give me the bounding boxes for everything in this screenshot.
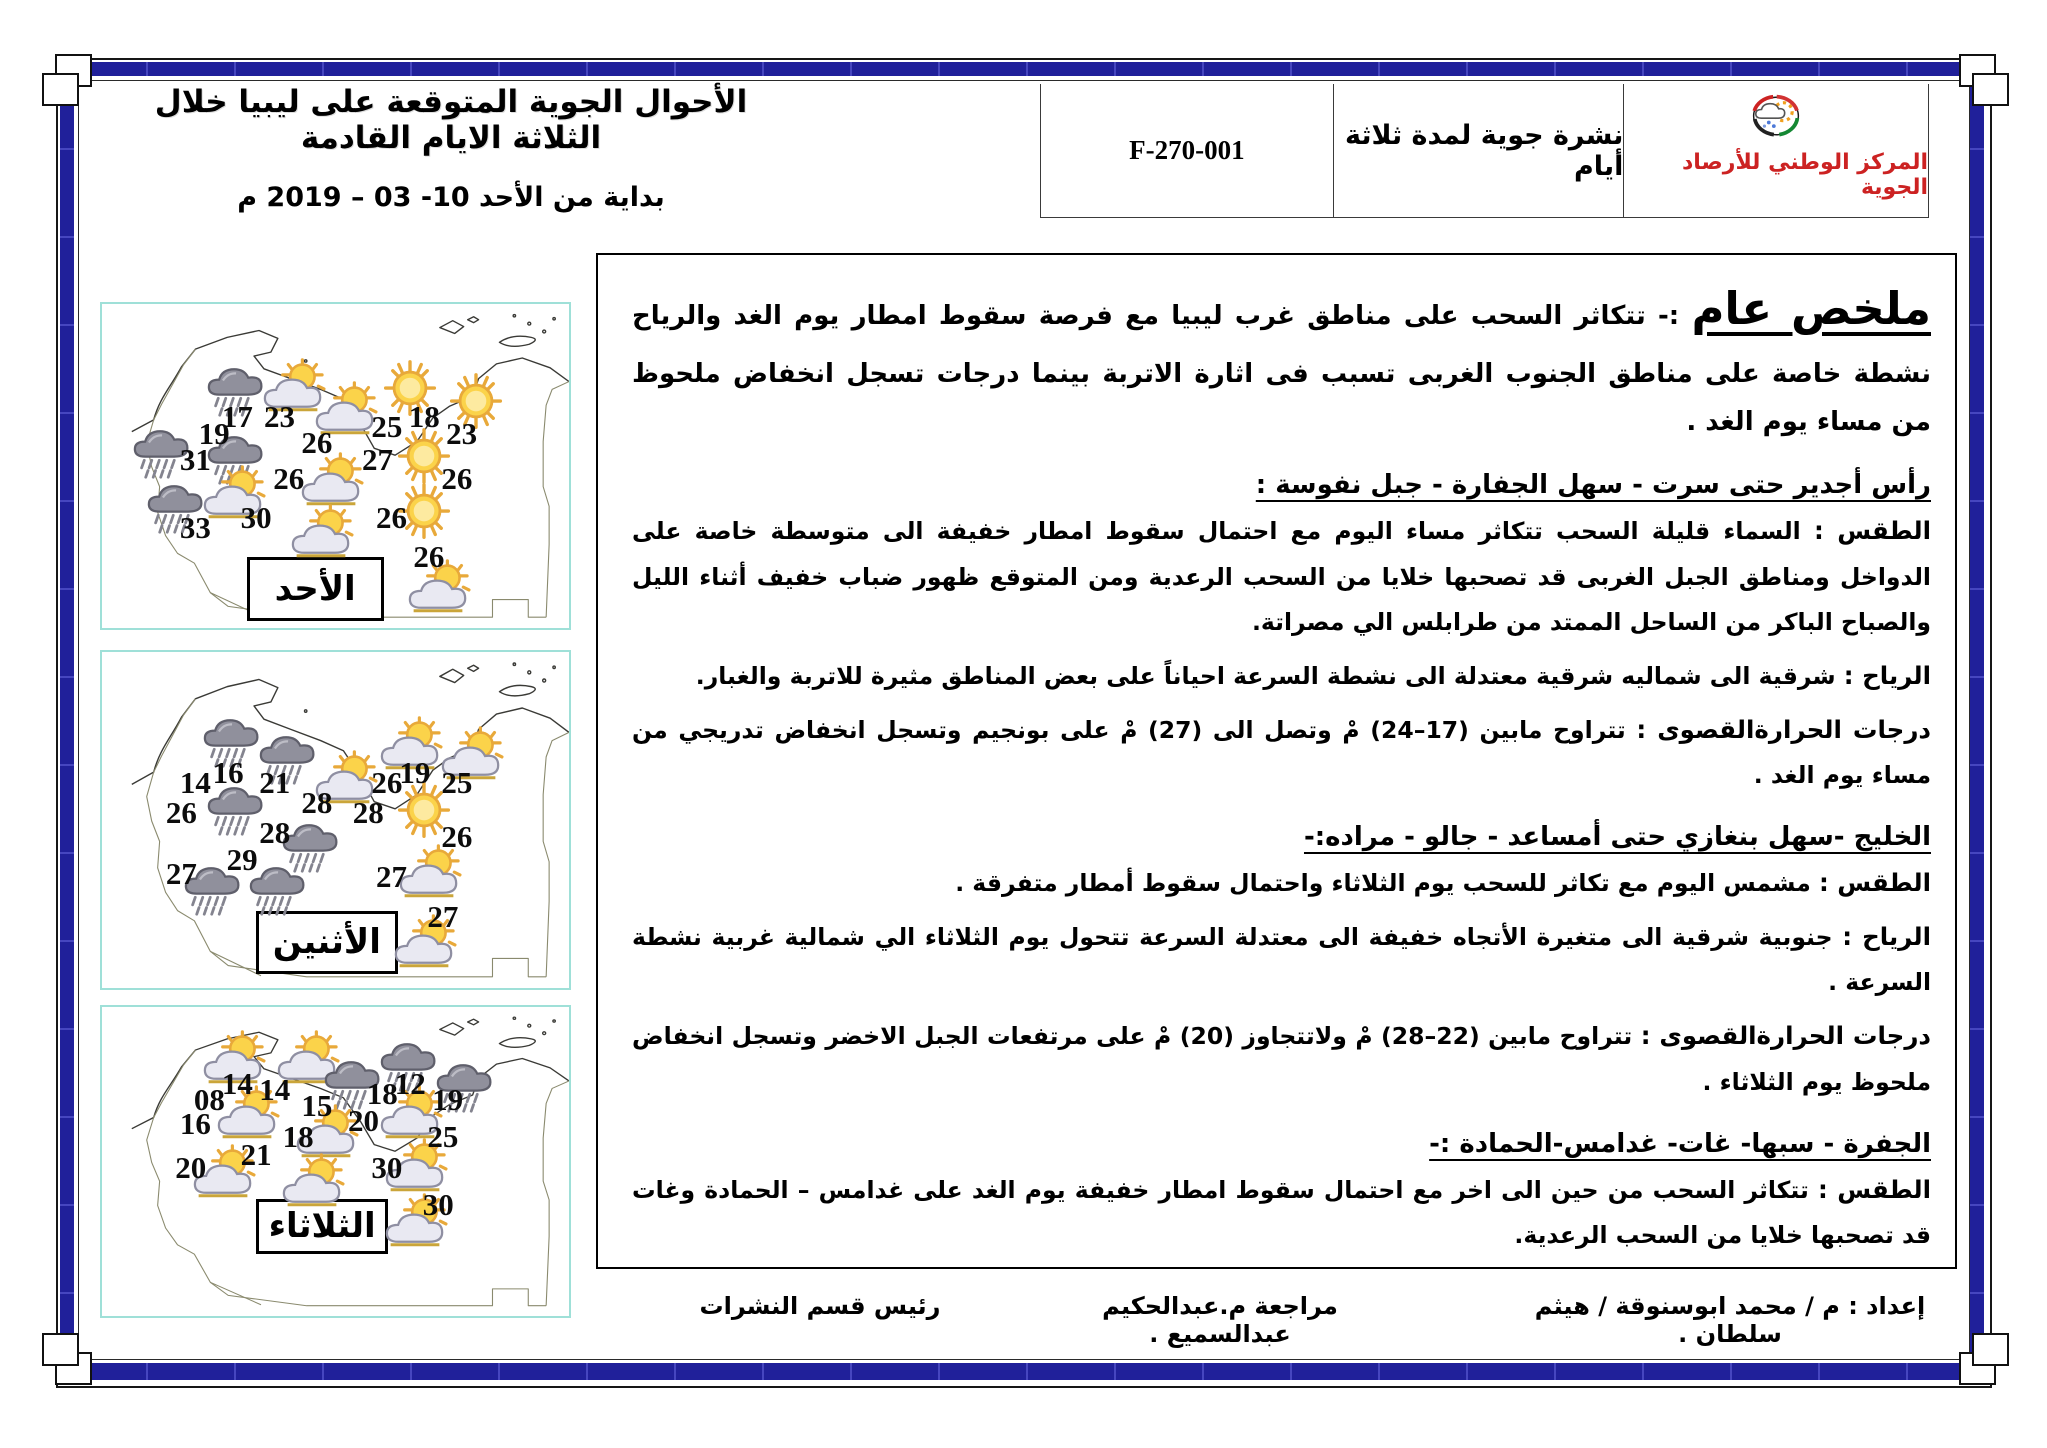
start-date: بداية من الأحد 10- 03 – 2019 م <box>237 182 665 213</box>
weather-label: الطقس : <box>1818 868 1931 898</box>
temperature-value: 26 <box>441 460 473 496</box>
temperature-value: 18 <box>366 1075 398 1111</box>
form-number: F-270-001 <box>1129 135 1245 165</box>
wind-label: الرياح : <box>1842 922 1931 952</box>
temperature-text: تتراوح مابين (22–28) مْ ولاتتجاوز (20) مْ على مرتفعات الجبل الاخضر وتسجل انخفاض ملحوظ يوم الثلاثاء . <box>632 1022 1931 1096</box>
temperature-value: 26 <box>376 499 408 535</box>
reviewed-by: مراجعة م.عبدالحكيم عبدالسميع . <box>1102 1292 1338 1348</box>
wind-line <box>632 1265 1931 1269</box>
temperature-value: 25 <box>371 409 403 445</box>
temperature-value: 30 <box>422 1186 454 1222</box>
temperature-label: درجات الحرارةالقصوى : <box>1640 1021 1932 1051</box>
corner-ornament <box>42 1333 79 1366</box>
wind-line <box>632 913 1931 1005</box>
temperature-value: 19 <box>399 754 431 790</box>
forecast-map-monday <box>100 650 571 990</box>
temperature-text: تتراوح مابين (17–24) مْ وتصل الى (27) مْ على بونجيم وتسجل انخفاض تدريجي من مساء يوم الغد . <box>632 715 1931 789</box>
weather-line <box>632 1166 1931 1258</box>
temperature-value: 28 <box>352 795 384 831</box>
temperature-value: 08 <box>193 1081 225 1117</box>
temperature-value: 21 <box>259 765 291 801</box>
temperature-value: 26 <box>273 460 305 496</box>
day-name: الثلاثاء <box>268 1206 376 1247</box>
temperature-value: 16 <box>179 1106 211 1142</box>
temperature-value: 18 <box>408 399 440 435</box>
forecast-map-sunday <box>100 302 571 630</box>
forecast-map-tuesday <box>100 1005 571 1318</box>
temperature-value: 27 <box>427 899 459 935</box>
corner-ornament <box>1972 73 2009 106</box>
temperature-value: 12 <box>394 1066 426 1102</box>
temperature-value: 19 <box>432 1081 464 1117</box>
temperature-value: 16 <box>212 754 244 790</box>
temperature-value: 30 <box>240 499 272 535</box>
region-section-2 <box>632 822 1931 1105</box>
temperature-value: 27 <box>376 859 408 895</box>
temperature-value: 17 <box>221 399 253 435</box>
bulletin-type: نشرة جوية لمدة ثلاثة أيام <box>1344 119 1624 182</box>
temperature-value: 20 <box>348 1103 380 1139</box>
wind-line <box>632 652 1931 699</box>
region-section-3 <box>632 1129 1931 1269</box>
temperature-value: 26 <box>441 818 473 854</box>
border-band-bottom <box>60 1363 1984 1380</box>
weather-line <box>632 859 1931 906</box>
border-band-left <box>60 62 74 1380</box>
temperature-label: درجات الحرارةالقصوى : <box>1636 714 1931 744</box>
border-band-top <box>60 62 1984 76</box>
temperature-value: 26 <box>413 538 445 574</box>
temperature-value: 19 <box>198 415 230 451</box>
day-label-box <box>256 911 397 974</box>
wind-label: الرياح : <box>1843 660 1931 690</box>
section-heading: رأس أجدير حتى سرت - سهل الجفارة - جبل نفوسة : <box>1255 470 1931 501</box>
form-number-cell <box>1041 84 1334 217</box>
temperature-value: 28 <box>259 815 291 851</box>
temperature-line <box>632 706 1931 798</box>
corner-ornament <box>42 73 79 106</box>
temperature-value: 21 <box>240 1137 272 1173</box>
weather-text: تتكاثر السحب من حين الى اخر مع احتمال سقوط امطار خفيفة يوم الغد على غدامس – الحمادة وغات قد تصحبها خلايا من السحب الرعدية. <box>632 1175 1931 1249</box>
temperature-value: 14 <box>259 1072 291 1108</box>
weather-text: السماء قليلة السحب تتكاثر مساء اليوم مع احتمال سقوط امطار خفيفة الى متوسطة خاصة على الدواخل ومناطق الجبل الغربى قد تصحبها خلايا من السحب الرعدية ومن المتوقع ظهور ضباب خفيف أثناء الليل والصباح الباكر من الساحل الممتد من طرابلس الي مصراتة. <box>632 517 1931 636</box>
general-summary <box>632 267 1931 446</box>
day-label-box <box>247 557 384 621</box>
temperature-value: 26 <box>165 795 197 831</box>
temperature-value: 18 <box>282 1118 314 1154</box>
page-title: الأحوال الجوية المتوقعة على ليبيا خلال الثلاثة الايام القادمة <box>154 84 748 156</box>
temperature-value: 29 <box>226 842 258 878</box>
weather-label: الطقس : <box>1813 516 1931 546</box>
weather-line <box>632 507 1931 644</box>
temperature-value: 31 <box>179 441 211 477</box>
title-block <box>106 84 796 213</box>
cloud-sun-rain-logo-icon <box>1744 90 1808 146</box>
day-name: الأحد <box>274 568 356 609</box>
weather-text: مشمس اليوم مع تكاثر للسحب يوم الثلاثاء واحتمال سقوط أمطار متفرقة . <box>955 869 1811 898</box>
bulletins-chief: رئيس قسم النشرات <box>699 1292 941 1320</box>
temperature-value: 14 <box>221 1066 253 1102</box>
sun-cloud-icon <box>278 1153 346 1213</box>
temperature-value: 14 <box>179 765 211 801</box>
section-heading: الجفرة - سبها- غات- غدامس-الحمادة :- <box>1429 1128 1931 1159</box>
bulletin-type-cell <box>1334 84 1625 217</box>
temperature-value: 26 <box>301 425 333 461</box>
summary-separator: :- <box>1645 301 1692 331</box>
corner-ornament <box>1972 1333 2009 1366</box>
border-band-right <box>1970 62 1984 1380</box>
wind-text: شرقية الى شماليه شرقية معتدلة الى نشطة السرعة احياناً على بعض المناطق مثيرة للاتربة والغبار. <box>695 661 1836 690</box>
region-section-1 <box>632 470 1931 798</box>
day-name: الأثنين <box>272 922 381 963</box>
sun-cloud-icon <box>287 504 355 564</box>
summary-heading: ملخص عام <box>1691 282 1931 335</box>
temperature-value: 27 <box>165 855 197 891</box>
section-heading: الخليج -سهل بنغازي حتى أمساعد - جالو - مراده:- <box>1303 822 1931 853</box>
temperature-line <box>632 1012 1931 1104</box>
temperature-value: 23 <box>263 399 295 435</box>
prepared-by: إعداد : م / محمد ابوسنوقة / هيثم سلطان . <box>1534 1292 1926 1348</box>
temperature-value: 25 <box>427 1118 459 1154</box>
temperature-value: 25 <box>441 765 473 801</box>
organization-cell <box>1624 84 1929 217</box>
temperature-value: 20 <box>175 1149 207 1185</box>
header-table <box>1040 84 1929 218</box>
temperature-value: 28 <box>301 785 333 821</box>
temperature-value: 30 <box>371 1149 403 1185</box>
forecast-text-box <box>596 253 1957 1269</box>
temperature-value: 33 <box>179 509 211 545</box>
summary-text: تتكاثر السحب على مناطق غرب ليبيا مع فرصة سقوط امطار يوم الغد والرياح نشطة خاصة على مناطق الجنوب الغربى تسبب فى اثارة الاتربة بينما درجات تسجل انخفاض ملحوظ من مساء يوم الغد . <box>632 301 1931 438</box>
temperature-value: 27 <box>362 441 394 477</box>
organization-name: المركز الوطني للأرصاد الجوية <box>1681 150 1928 200</box>
temperature-value: 26 <box>371 765 403 801</box>
temperature-value: 15 <box>301 1087 333 1123</box>
wind-text: جنوبية شرقية الى متغيرة الأتجاه خفيفة الى معتدلة السرعة تتحول يوم الثلاثاء الي شمالية غربية نشطة السرعة . <box>632 923 1931 997</box>
weather-label: الطقس : <box>1817 1174 1931 1204</box>
temperature-value: 23 <box>446 415 478 451</box>
